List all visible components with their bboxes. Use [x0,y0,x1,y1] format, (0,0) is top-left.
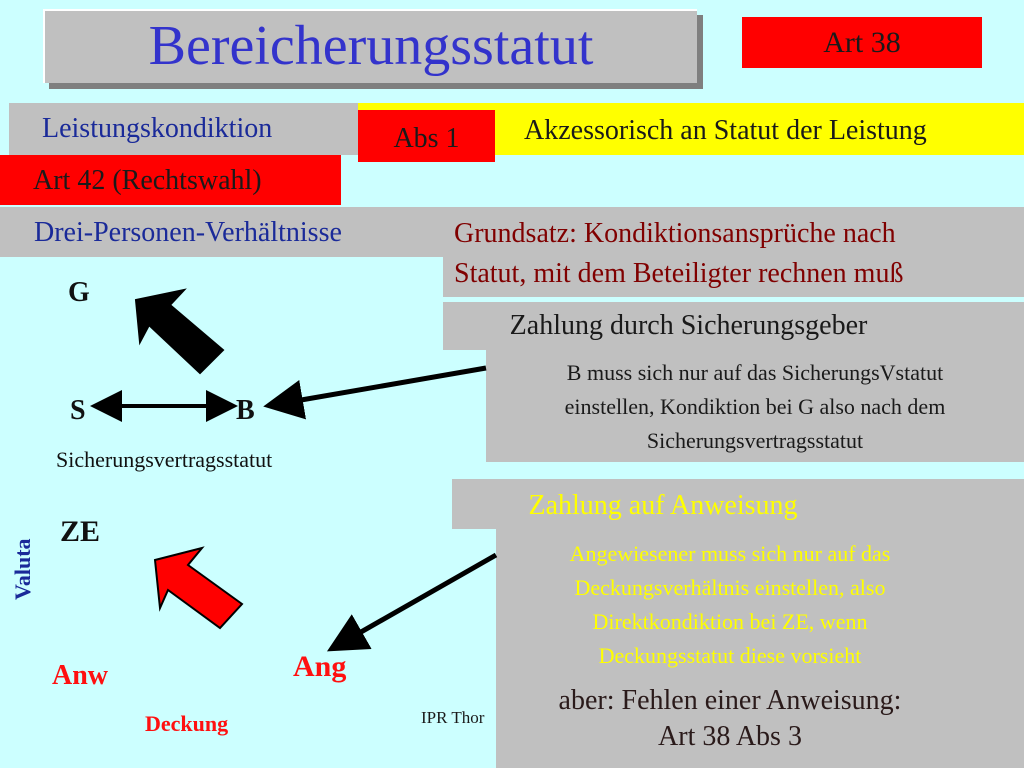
section2-line3: Direktkondiktion bei ZE, wenn [592,609,868,634]
node-b: B [236,395,255,426]
slide-title: Bereicherungsstatut [43,9,697,83]
grundsatz-line1: Grundsatz: Kondiktionsansprüche nach [454,218,896,249]
section2-line4: Deckungsstatut diese vorsieht [598,643,862,668]
zahlung-sicherungsgeber-header: Zahlung durch Sicherungsgeber [443,302,1024,350]
node-s: S [70,395,86,426]
valuta-label: Valuta [10,538,35,600]
deckung-label: Deckung [145,711,229,736]
red-block-arrow [155,548,242,628]
akzessorisch-label: Akzessorisch an Statut der Leistung [358,103,1024,155]
section2-line1: Angewiesener muss sich nur auf das [569,541,891,566]
node-g: G [68,277,90,308]
leistungskondiktion-label: Leistungskondiktion [9,103,359,155]
art38-badge: Art 38 [742,17,982,68]
sicherungsvertragsstatut-caption: Sicherungsvertragsstatut [56,447,273,472]
node-anw: Anw [52,660,109,691]
section2-footer-line2: Art 38 Abs 3 [658,721,802,752]
anweisung-to-ang-arrow [340,555,496,644]
node-ang: Ang [293,650,347,683]
section2-footer-line1: aber: Fehlen einer Anweisung: [558,685,902,716]
section1-line3: Sicherungsvertragsstatut [646,428,864,453]
section2-line2: Deckungsverhältnis einstellen, also [574,575,886,600]
abs1-badge: Abs 1 [358,110,495,162]
black-block-arrow [136,290,223,373]
section1-line2: einstellen, Kondiktion bei G also nach dem [564,394,946,419]
drei-personen-label: Drei-Personen-Verhältnisse [34,217,342,248]
zahlung-anweisung-label: Zahlung auf Anweisung [528,490,798,521]
node-ze: ZE [60,515,101,548]
sicherungsgeber-to-b-arrow [278,368,486,404]
footer-text: IPR Thor [421,708,485,727]
grundsatz-line2: Statut, mit dem Beteiligter rechnen muß [454,258,904,289]
art42-badge: Art 42 (Rechtswahl) [0,155,341,205]
section1-line1: B muss sich nur auf das SicherungsVstatut [566,360,944,385]
